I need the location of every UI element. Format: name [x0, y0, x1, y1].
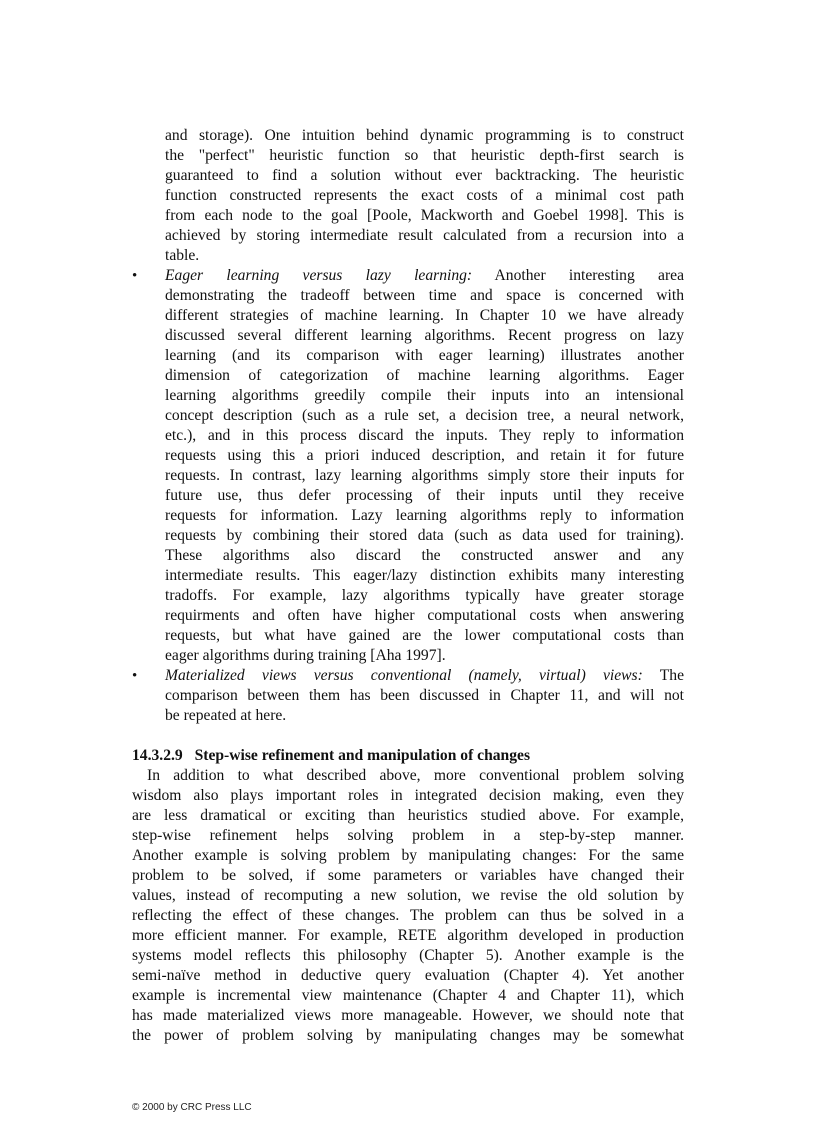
line-text: different strategies of machine learning. In Chapter 10 we have already	[165, 307, 684, 324]
bullet-term: Eager learning versus lazy learning:	[165, 267, 473, 284]
line-text: systems model reflects this philosophy (Chapter 5). Another example is the	[132, 947, 684, 964]
line-text: the power of problem solving by manipulating changes may be somewhat	[132, 1027, 684, 1044]
line-text: tradoffs. For example, lazy algorithms typically have greater storage	[165, 587, 684, 604]
line-text: achieved by storing intermediate result calculated from a recursion into a	[165, 227, 684, 244]
bullet-term: Materialized views versus conventional (namely, virtual) views:	[165, 667, 643, 684]
line-text: etc.), and in this process discard the inputs. They reply to information	[165, 427, 684, 444]
bullet-continuation	[132, 126, 684, 266]
text-line	[165, 646, 684, 666]
line-text: Another interesting area	[472, 267, 684, 284]
text-line	[132, 966, 684, 986]
line-text: requests. In contrast, lazy learning algorithms simply store their inputs for	[165, 467, 684, 484]
bullet-item	[132, 666, 684, 726]
text-line	[165, 526, 684, 546]
section-title: Step-wise refinement and manipulation of changes	[194, 747, 531, 764]
text-line	[165, 466, 684, 486]
line-text: requests by combining their stored data (such as data used for training).	[165, 527, 684, 544]
text-line	[132, 1006, 684, 1026]
text-line	[165, 506, 684, 526]
line-text: eager algorithms during training [Aha 1997].	[165, 647, 446, 664]
line-text: semi-naïve method in deductive query evaluation (Chapter 4). Yet another	[132, 967, 684, 984]
text-line	[165, 286, 684, 306]
text-line	[165, 206, 684, 226]
text-line	[165, 226, 684, 246]
line-text: example is incremental view maintenance (Chapter 4 and Chapter 11), which	[132, 987, 684, 1004]
text-line	[165, 446, 684, 466]
line-text: In addition to what described above, more conventional problem solving	[147, 767, 684, 784]
text-line	[165, 686, 684, 706]
line-text: values, instead of recomputing a new solution, we revise the old solution by	[132, 887, 684, 904]
text-line	[165, 486, 684, 506]
text-line	[165, 246, 684, 266]
line-text: future use, thus defer processing of their inputs until they receive	[165, 487, 684, 504]
line-text: reflecting the effect of these changes. The problem can thus be solved in a	[132, 907, 684, 924]
section-heading	[132, 746, 684, 766]
bullet-item	[132, 266, 684, 666]
text-line	[132, 946, 684, 966]
text-line	[165, 626, 684, 646]
text-line	[165, 546, 684, 566]
text-line	[132, 886, 684, 906]
text-line	[165, 586, 684, 606]
text-line	[165, 186, 684, 206]
line-text: has made materialized views more manageable. However, we should note that	[132, 1007, 684, 1024]
text-line	[132, 986, 684, 1006]
bullet-icon: •	[132, 668, 138, 684]
text-line	[132, 786, 684, 806]
line-text: dimension of categorization of machine learning algorithms. Eager	[165, 367, 684, 384]
copyright-footer: © 2000 by CRC Press LLC	[132, 1102, 252, 1113]
text-line	[165, 426, 684, 446]
text-line	[132, 806, 684, 826]
text-line	[132, 1026, 684, 1046]
line-text: requests using this a priori induced description, and retain it for future	[165, 447, 684, 464]
paragraph	[132, 766, 684, 1046]
text-line	[165, 566, 684, 586]
text-line	[165, 126, 684, 146]
line-text: step-wise refinement helps solving problem in a step-by-step manner.	[132, 827, 684, 844]
text-line	[165, 326, 684, 346]
text-line	[165, 406, 684, 426]
text-line	[132, 906, 684, 926]
line-text: problem to be solved, if some parameters or variables have changed their	[132, 867, 684, 884]
text-line	[132, 766, 684, 786]
text-line	[165, 606, 684, 626]
text-line	[165, 266, 684, 286]
line-text: requests for information. Lazy learning algorithms reply to information	[165, 507, 684, 524]
line-text: learning algorithms greedily compile their inputs into an intensional	[165, 387, 684, 404]
line-text: These algorithms also discard the constructed answer and any	[165, 547, 684, 564]
section-number: 14.3.2.9	[132, 747, 183, 764]
text-line	[132, 826, 684, 846]
line-text: requests, but what have gained are the lower computational costs than	[165, 627, 684, 644]
line-text: concept description (such as a rule set, a decision tree, a neural network,	[165, 407, 684, 424]
line-text: requirments and often have higher computational costs when answering	[165, 607, 684, 624]
text-line	[165, 706, 684, 726]
line-text: comparison between them has been discussed in Chapter 11, and will not	[165, 687, 684, 704]
line-text: intermediate results. This eager/lazy distinction exhibits many interesting	[165, 567, 684, 584]
line-text: more efficient manner. For example, RETE algorithm developed in production	[132, 927, 684, 944]
line-text: The	[642, 667, 684, 684]
text-line	[165, 306, 684, 326]
text-line	[132, 926, 684, 946]
line-text: from each node to the goal [Poole, Mackworth and Goebel 1998]. This is	[165, 207, 684, 224]
line-text: wisdom also plays important roles in integrated decision making, even they	[132, 787, 684, 804]
line-text: learning (and its comparison with eager learning) illustrates another	[165, 347, 684, 364]
text-line	[165, 346, 684, 366]
line-text: discussed several different learning algorithms. Recent progress on lazy	[165, 327, 684, 344]
line-text: be repeated at here.	[165, 707, 287, 724]
text-line	[165, 386, 684, 406]
text-line	[132, 866, 684, 886]
bullet-icon: •	[132, 268, 138, 284]
line-text: guaranteed to find a solution without ever backtracking. The heuristic	[165, 167, 684, 184]
text-line	[165, 366, 684, 386]
text-line	[132, 846, 684, 866]
line-text: and storage). One intuition behind dynamic programming is to construct	[165, 127, 684, 144]
line-text: the "perfect" heuristic function so that heuristic depth-first search is	[165, 147, 684, 164]
text-line	[165, 166, 684, 186]
page-body	[132, 126, 684, 1046]
line-text: are less dramatical or exciting than heuristics studied above. For example,	[132, 807, 684, 824]
line-text: Another example is solving problem by manipulating changes: For the same	[132, 847, 684, 864]
text-line	[165, 666, 684, 686]
line-text: demonstrating the tradeoff between time and space is concerned with	[165, 287, 684, 304]
line-text: function constructed represents the exact costs of a minimal cost path	[165, 187, 684, 204]
line-text: table.	[165, 247, 200, 264]
text-line	[165, 146, 684, 166]
bullet-list	[132, 266, 684, 726]
